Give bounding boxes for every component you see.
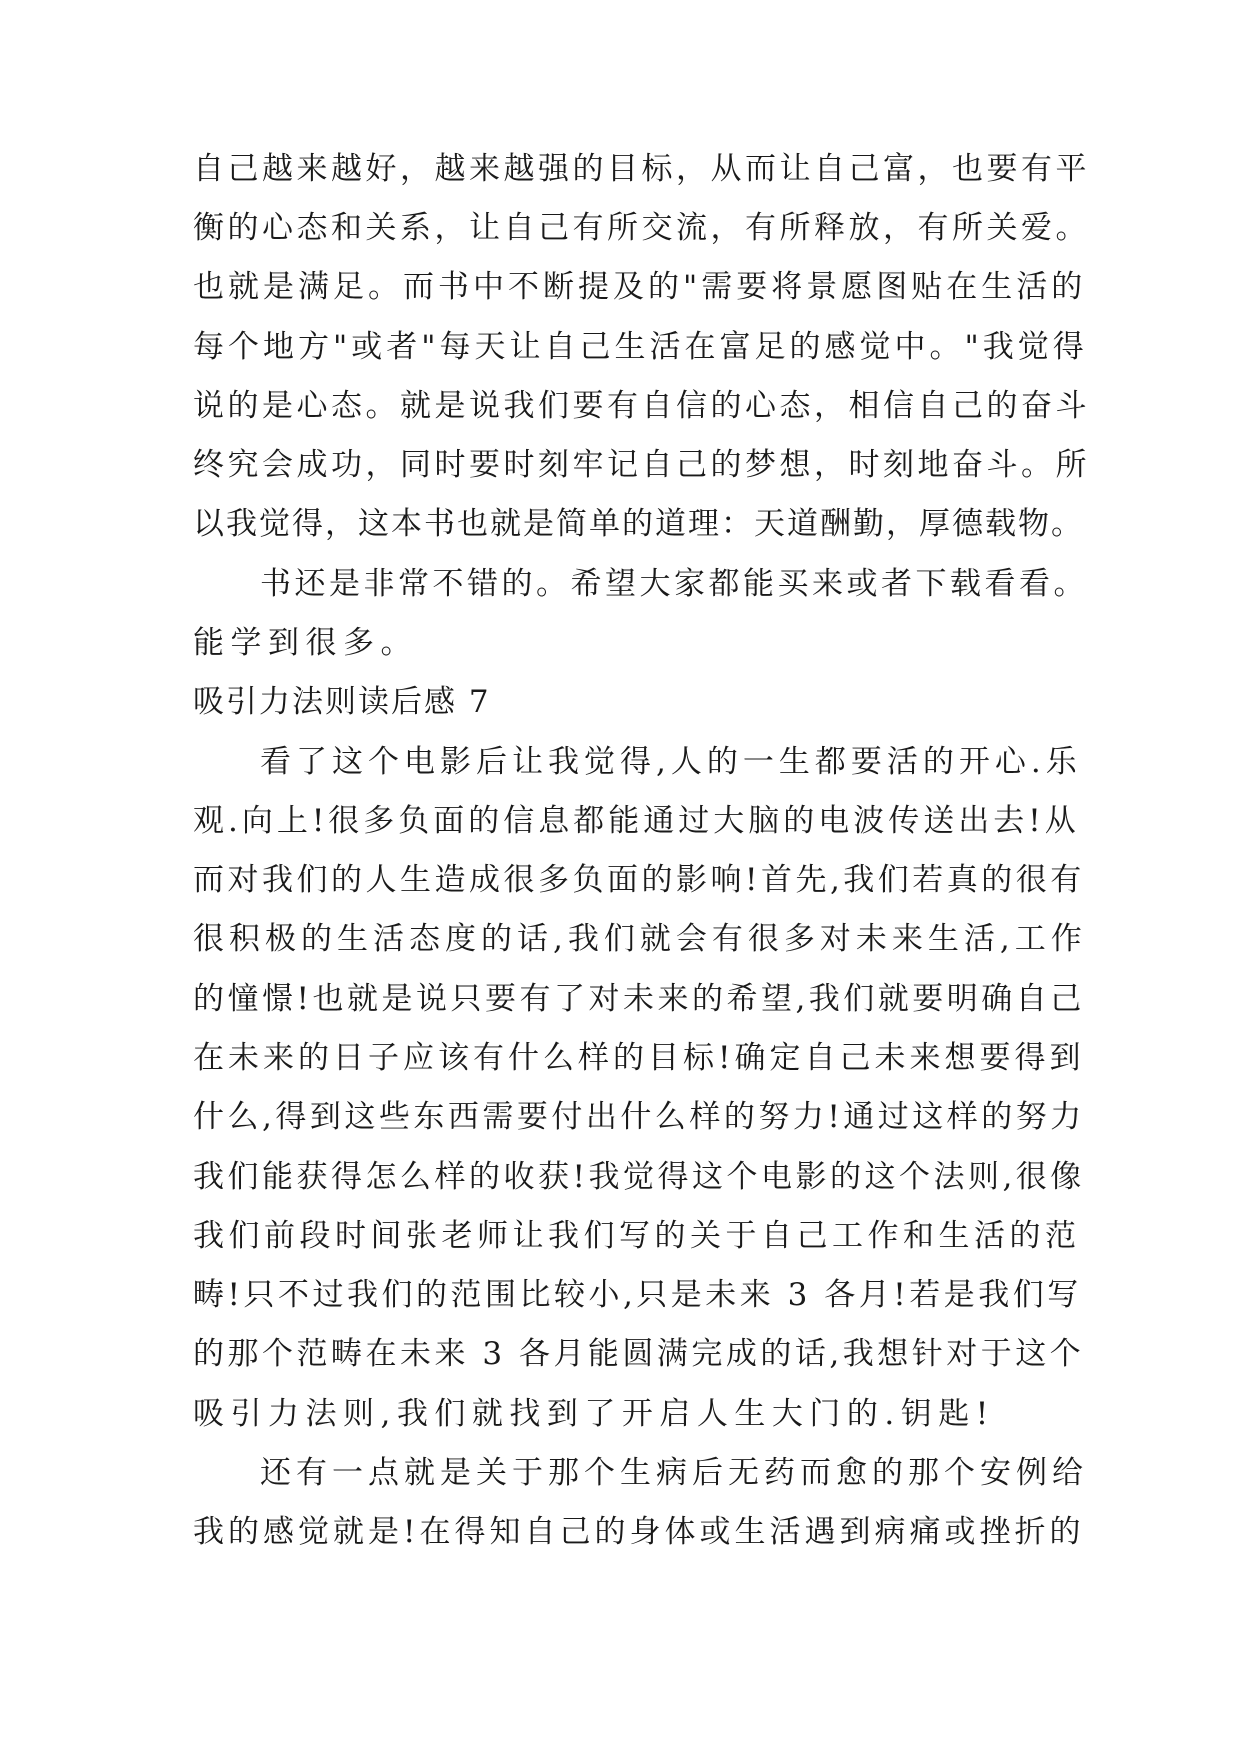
- text-line: 吸引力法则,我们就找到了开启人生大门的.钥匙!: [193, 1396, 995, 1432]
- text-line: 每个地方"或者"每天让自己生活在富足的感觉中。"我觉得: [193, 329, 1088, 365]
- text-line: 观.向上!很多负面的信息都能通过大脑的电波传送出去!从: [193, 803, 1080, 839]
- text-line: 以我觉得，这本书也就是简单的道理：天道酬勤，厚德载物。: [193, 506, 1084, 542]
- section-heading: 吸引力法则读后感 7: [193, 684, 491, 720]
- text-line: 的憧憬!也就是说只要有了对未来的希望,我们就要明确自己: [193, 981, 1085, 1017]
- text-line: 说的是心态。就是说我们要有自信的心态，相信自己的奋斗: [193, 388, 1090, 424]
- text-line: 什么,得到这些东西需要付出什么样的努力!通过这样的努力: [193, 1099, 1085, 1135]
- text-line: 衡的心态和关系，让自己有所交流，有所释放，有所关爱。: [193, 210, 1090, 246]
- text-line: 也就是满足。而书中不断提及的"需要将景愿图贴在生活的: [193, 269, 1087, 305]
- text-line: 在未来的日子应该有什么样的目标!确定自己未来想要得到: [193, 1040, 1085, 1076]
- text-line: 自己越来越好，越来越强的目标，从而让自己富，也要有平: [193, 151, 1090, 187]
- text-line: 我们能获得怎么样的收获!我觉得这个电影的这个法则,很像: [193, 1159, 1085, 1195]
- text-line: 而对我们的人生造成很多负面的影响!首先,我们若真的很有: [193, 862, 1085, 898]
- text-line: 终究会成功，同时要时刻牢记自己的梦想，时刻地奋斗。所: [193, 447, 1090, 483]
- text-line: 能学到很多。: [193, 625, 418, 661]
- paragraph-start: 看了这个电影后让我觉得,人的一生都要活的开心.乐: [260, 744, 1082, 780]
- text-line: 我的感觉就是!在得知自己的身体或生活遇到病痛或挫折的: [193, 1514, 1085, 1550]
- text-line: 我们前段时间张老师让我们写的关于自己工作和生活的范: [193, 1218, 1081, 1254]
- text-line: 很积极的生活态度的话,我们就会有很多对未来生活,工作: [193, 921, 1087, 957]
- paragraph-start: 还有一点就是关于那个生病后无药而愈的那个安例给: [260, 1455, 1088, 1491]
- text-line: 的那个范畴在未来 3 各月能圆满完成的话,我想针对于这个: [193, 1336, 1085, 1372]
- paragraph-start: 书还是非常不错的。希望大家都能买来或者下载看看。: [260, 566, 1088, 602]
- text-line: 畴!只不过我们的范围比较小,只是未来 3 各月!若是我们写: [193, 1277, 1082, 1313]
